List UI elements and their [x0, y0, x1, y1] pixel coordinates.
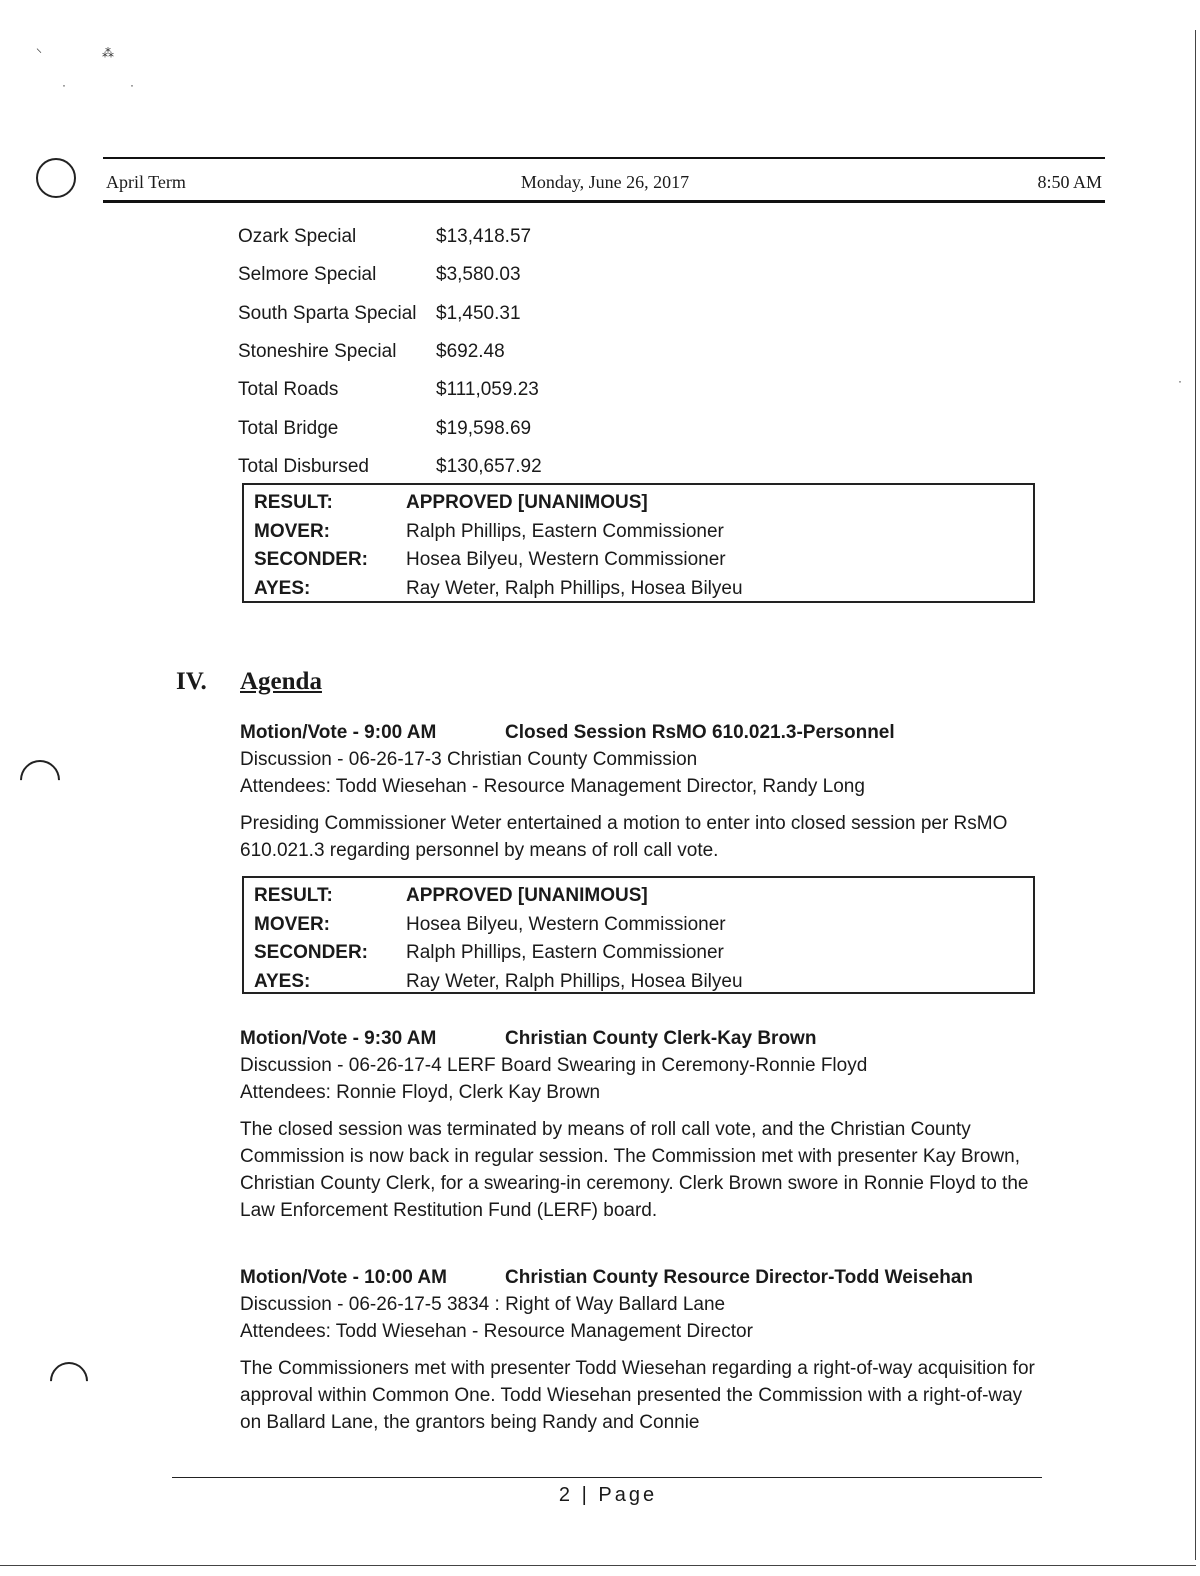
fund-amount: $692.48	[436, 341, 505, 363]
fund-list	[238, 218, 576, 486]
motion-line	[240, 719, 1040, 746]
header-date: Monday, June 26, 2017	[520, 172, 690, 192]
fund-name: Stoneshire Special	[238, 341, 397, 363]
motion-line	[240, 1025, 1040, 1052]
speck: ⸌	[36, 46, 43, 60]
result-value: APPROVED [UNANIMOUS]	[406, 492, 648, 514]
fund-name: Total Disbursed	[238, 455, 369, 477]
fund-row	[238, 448, 576, 486]
result-row	[254, 882, 1023, 911]
vote-result-box	[242, 483, 1035, 603]
motion-time: Motion/Vote - 9:00 AM	[240, 722, 437, 743]
speck: ·	[62, 78, 66, 92]
vote-result-box	[242, 876, 1035, 994]
punch-hole-bottom	[42, 1354, 96, 1408]
mover-row	[254, 911, 1023, 940]
seconder-row	[254, 939, 1023, 968]
fund-row	[238, 218, 576, 256]
agenda-item	[240, 719, 1040, 864]
seconder-value: Hosea Bilyeu, Western Commissioner	[406, 549, 726, 571]
attendees-line: Attendees: Todd Wiesehan - Resource Management Director, Randy Long	[240, 776, 865, 797]
scan-edge-bottom	[0, 1565, 1196, 1566]
fund-amount: $13,418.57	[436, 226, 532, 248]
speck: ·	[130, 78, 134, 92]
fund-amount: $19,598.69	[436, 417, 532, 439]
fund-amount: $3,580.03	[436, 264, 521, 286]
attendees-line: Attendees: Ronnie Floyd, Clerk Kay Brown	[240, 1082, 601, 1103]
speck: ·	[1178, 374, 1182, 388]
ayes-label: AYES:	[254, 970, 311, 992]
agenda-item	[240, 1264, 1040, 1436]
mover-row	[254, 518, 1023, 547]
fund-amount: $130,657.92	[436, 455, 542, 477]
result-value: APPROVED [UNANIMOUS]	[406, 885, 648, 907]
discussion-line: Discussion - 06-26-17-3 Christian County Commission	[240, 749, 698, 770]
motion-line	[240, 1264, 1040, 1291]
fund-row	[238, 333, 576, 371]
motion-subject: Christian County Clerk-Kay Brown	[505, 1028, 817, 1049]
motion-time: Motion/Vote - 10:00 AM	[240, 1267, 447, 1288]
agenda-item	[240, 1025, 1040, 1224]
item-paragraph: The closed session was terminated by means of roll call vote, and the Christian County Commission is now back in regular session. The Commission met with presenter Kay Brown, Christian County Clerk, for a swearing-in ceremony. Clerk Brown swore in Ronnie Floyd to the Law Enforcement Restitution Fund (LERF) board.	[240, 1119, 1029, 1221]
fund-name: Total Bridge	[238, 417, 339, 439]
result-row	[254, 489, 1023, 518]
seconder-value: Ralph Phillips, Eastern Commissioner	[406, 942, 724, 964]
scan-edge-right	[1195, 30, 1196, 1560]
fund-amount: $1,450.31	[436, 302, 521, 324]
seconder-row	[254, 546, 1023, 575]
seconder-label: SECONDER:	[254, 942, 369, 964]
ayes-label: AYES:	[254, 577, 311, 599]
result-label: RESULT:	[254, 885, 333, 907]
motion-subject: Christian County Resource Director-Todd Weisehan	[505, 1267, 974, 1288]
discussion-line: Discussion - 06-26-17-4 LERF Board Swearing in Ceremony-Ronnie Floyd	[240, 1055, 868, 1076]
discussion-line: Discussion - 06-26-17-5 3834 : Right of Way Ballard Lane	[240, 1294, 726, 1315]
header-rule-bottom	[103, 200, 1105, 203]
fund-row	[238, 256, 576, 294]
punch-hole-middle	[12, 752, 69, 809]
attendees-line: Attendees: Todd Wiesehan - Resource Management Director	[240, 1321, 753, 1342]
motion-subject: Closed Session RsMO 610.021.3-Personnel	[505, 722, 895, 743]
mover-label: MOVER:	[254, 913, 330, 935]
ayes-row	[254, 575, 1023, 604]
section-title: Agenda	[240, 668, 322, 695]
footer-rule	[172, 1477, 1042, 1478]
result-label: RESULT:	[254, 492, 333, 514]
item-paragraph: Presiding Commissioner Weter entertained a motion to enter into closed session per RsMO 610.021.3 regarding personnel by means of roll call vote.	[240, 813, 1008, 861]
header-time: 8:50 AM	[1037, 172, 1102, 192]
mover-value: Hosea Bilyeu, Western Commissioner	[406, 913, 726, 935]
fund-row	[238, 409, 576, 447]
section-number: IV.	[176, 668, 207, 695]
header-term: April Term	[106, 172, 186, 192]
mover-value: Ralph Phillips, Eastern Commissioner	[406, 520, 724, 542]
page-number: 2 | Page	[558, 1484, 658, 1506]
fund-name: South Sparta Special	[238, 302, 417, 324]
ayes-value: Ray Weter, Ralph Phillips, Hosea Bilyeu	[406, 970, 743, 992]
item-paragraph: The Commissioners met with presenter Todd Wiesehan regarding a right-of-way acquisition for approval within Common One. Todd Wiesehan presented the Commission with a right-of-way on Ballard Lane, the grantors being Randy and Connie	[240, 1358, 1035, 1433]
fund-row	[238, 371, 576, 409]
seconder-label: SECONDER:	[254, 549, 369, 571]
mover-label: MOVER:	[254, 520, 330, 542]
speck: ⁂	[102, 46, 114, 60]
fund-name: Total Roads	[238, 379, 339, 401]
ayes-row	[254, 968, 1023, 997]
fund-row	[238, 295, 576, 333]
fund-name: Ozark Special	[238, 226, 357, 248]
fund-amount: $111,059.23	[436, 379, 539, 401]
motion-time: Motion/Vote - 9:30 AM	[240, 1028, 437, 1049]
ayes-value: Ray Weter, Ralph Phillips, Hosea Bilyeu	[406, 577, 743, 599]
header-rule-top	[103, 157, 1105, 159]
fund-name: Selmore Special	[238, 264, 377, 286]
